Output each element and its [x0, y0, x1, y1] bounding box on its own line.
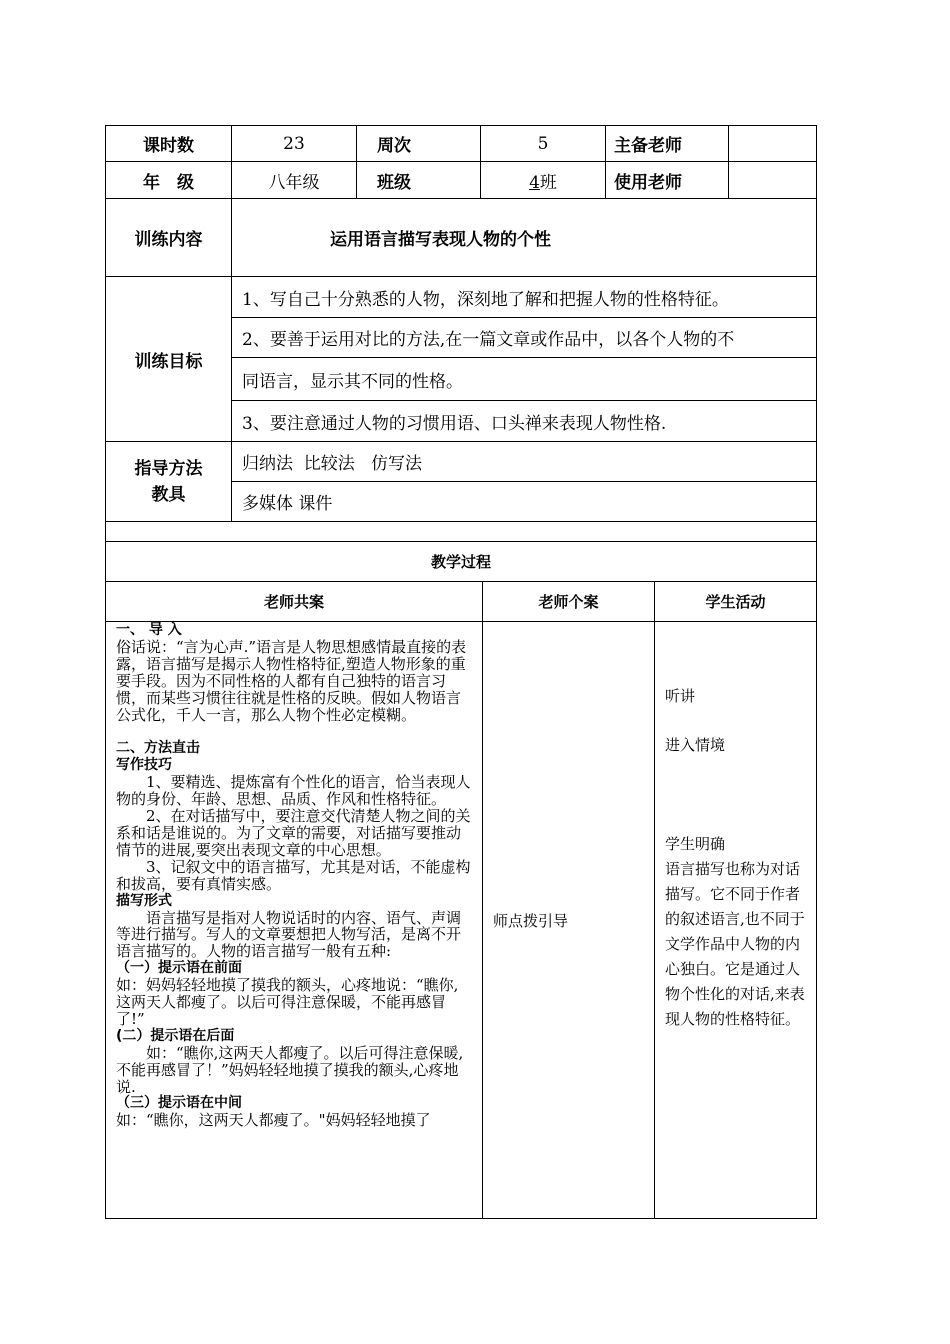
lesson-count-label: 课时数: [106, 126, 232, 162]
methods-value: 归纳法 比较法 仿写法: [232, 442, 817, 482]
teaching-process-table: [105, 541, 817, 1219]
col-header-student: 学生活动: [655, 582, 817, 622]
class-label: 班级: [357, 162, 481, 199]
goal-item: 3、要注意通过人物的习惯用语、口头禅来表现人物性格.: [232, 401, 817, 442]
method-label: 指导方法: [134, 458, 203, 479]
tips-heading: 写作技巧: [116, 757, 172, 774]
class-suffix: 班: [539, 172, 557, 193]
form-heading: （一）提示语在前面: [116, 960, 242, 977]
personal-plan-cell: 师点拨引导: [483, 622, 655, 1219]
lead-teacher-value: [729, 126, 817, 162]
spacer-row: [106, 522, 817, 542]
student-activity-item: 学生明确: [665, 835, 726, 853]
form-heading: （三）提示语在中间: [116, 1095, 242, 1112]
lead-teacher-label: 主备老师: [606, 126, 729, 162]
week-label: 周次: [357, 126, 481, 162]
week-value: 5: [481, 126, 606, 162]
student-activity-item: 语言描写也称为对话描写。它不同于作者的叙述语言,也不同于文学作品中人物的内心独白。它是通过人物个性化的对话,来表现人物的性格特征。: [665, 860, 805, 1028]
tip-item: 1、要精选、提炼富有个性化的语言，恰当表现人物的身份、年龄、思想、品质、作风和性格特征。: [116, 773, 471, 809]
training-goals-label: 训练目标: [106, 277, 232, 442]
tools-label: 教具: [151, 484, 186, 505]
tip-item: 3、记叙文中的语言描写，尤其是对话，不能虚构和拔高，要有真情实感。: [116, 857, 471, 893]
form-body: 如：“瞧你，这两天人都瘦了。"妈妈轻轻地摸了: [116, 1111, 431, 1130]
col-header-personal: 老师个案: [483, 582, 655, 622]
student-activity-item: 进入情境: [665, 736, 726, 754]
form-heading: (二）提示语在后面: [116, 1027, 235, 1044]
lesson-info-table: [105, 125, 817, 542]
using-teacher-value: [729, 162, 817, 199]
goal-item: 2、要善于运用对比的方法,在一篇文章或作品中，以各个人物的不: [232, 318, 817, 358]
col-header-shared: 老师共案: [106, 582, 483, 622]
grade-value: 八年级: [232, 162, 357, 199]
training-content-label: 训练内容: [106, 199, 232, 277]
goal-item: 1、写自己十分熟悉的人物，深刻地了解和把握人物的性格特征。: [232, 277, 817, 318]
student-activity-cell: [655, 622, 817, 1219]
grade-label: 年 级: [106, 162, 232, 199]
class-value: [481, 162, 606, 199]
using-teacher-label: 使用老师: [606, 162, 729, 199]
intro-body: 俗话说：“言为心声.”语言是人物思想感情最直接的表露，语言描写是揭示人物性格特征,塑造人物形象的重要手段。因为不同性格的人都有自己独特的语言习惯，而某些习惯往往就是性格的反映。假如人物语言公式化，千人一言，那么人物个性必定模糊。: [116, 637, 467, 724]
tip-item: 2、在对话描写中，要注意交代清楚人物之间的关系和话是谁说的。为了文章的需要，对话描写要推动情节的进展,要突出表现文章的中心思想。: [116, 807, 471, 859]
shared-plan-cell: [106, 622, 483, 1219]
lesson-count-value: 23: [232, 126, 357, 162]
student-activity-item: 听讲: [665, 687, 696, 705]
forms-heading: 描写形式: [116, 892, 172, 909]
process-title: 教学过程: [106, 542, 817, 582]
forms-body: 语言描写是指对人物说话时的内容、语气、声调等进行描写。写人的文章要想把人物写活，是离不开语言描写的。人物的语言描写一般有五种:: [116, 908, 462, 961]
form-body: 如：“瞧你,这两天人都瘦了。以后可得注意保暖,不能再感冒了！”妈妈轻轻地摸了摸我的额头,心疼地说.: [116, 1043, 464, 1096]
method-heading: 二、方法直击: [116, 740, 200, 757]
goal-item: 同语言，显示其不同的性格。: [232, 358, 817, 401]
form-body: 如：妈妈轻轻地摸了摸我的额头，心疼地说：“瞧你,这两天人都瘦了。以后可得注意保暖，不能再感冒了!”: [116, 976, 459, 1028]
intro-heading: 一、 导 入: [116, 622, 182, 638]
method-tools-label: [106, 442, 232, 522]
class-number: 4: [529, 172, 540, 193]
training-content-title: 运用语言描写表现人物的个性: [232, 199, 817, 277]
tools-value: 多媒体 课件: [232, 482, 817, 522]
